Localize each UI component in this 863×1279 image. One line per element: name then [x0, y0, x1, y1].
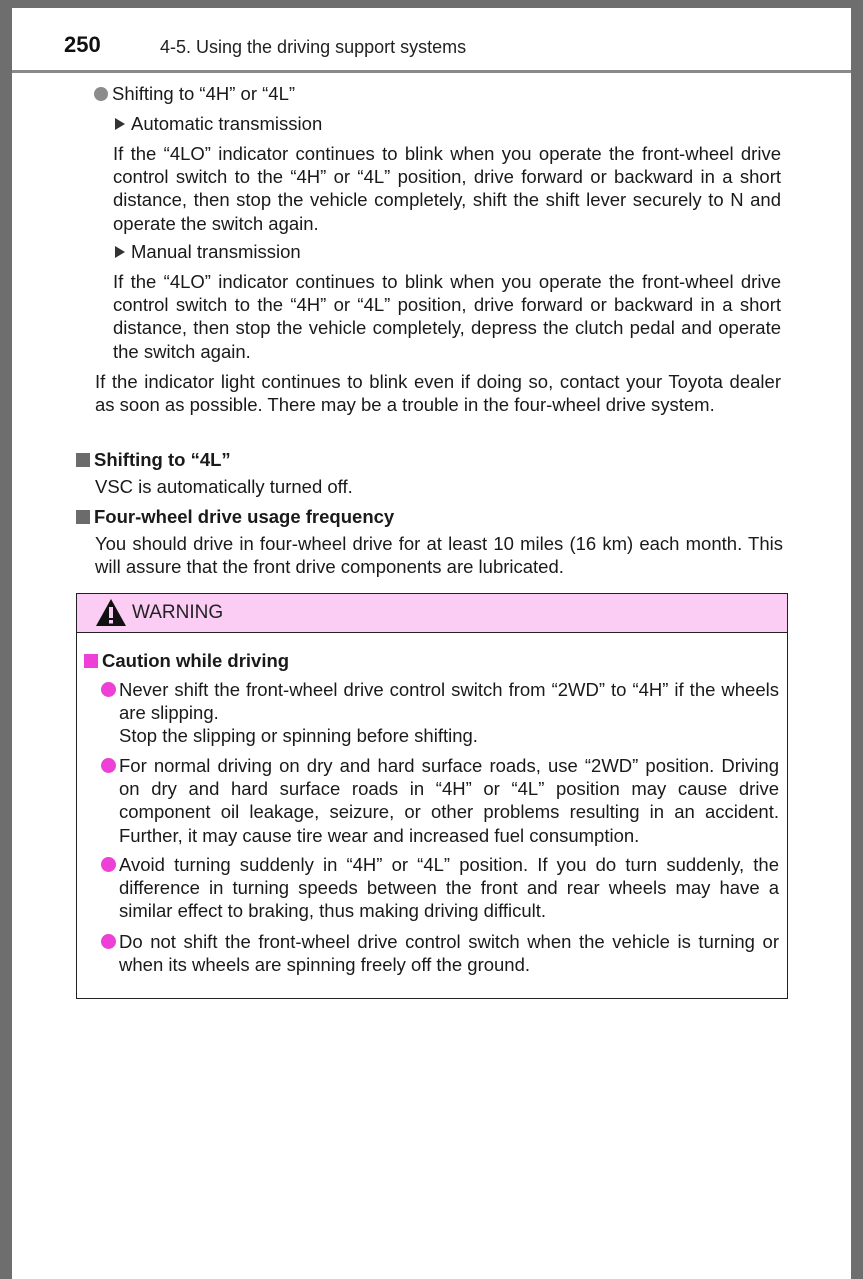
square-bullet-icon: [76, 453, 90, 467]
pink-bullet-icon: [101, 758, 116, 773]
warning-bullet-4: Do not shift the front-wheel drive control switch when the vehicle is turning or when its wheels are spinning freely off the ground.: [119, 930, 779, 976]
subsection-heading-4h-4l: Shifting to “4H” or “4L”: [94, 82, 295, 105]
vsc-off-text: VSC is automatically turned off.: [95, 476, 353, 497]
page-number: 250: [64, 32, 101, 57]
manual-page: [12, 8, 851, 1279]
caution-heading: Caution while driving: [84, 649, 289, 672]
warning-bullet-2: For normal driving on dry and hard surface roads, use “2WD” position. Driving on dry and hard surface roads in “4H” or “4L” position may cause drive component oil leakage, seizure, or other problems resulting in an accident. Further, it may cause tire wear and increased fuel consumption.: [119, 754, 779, 847]
triangle-right-icon: [115, 246, 125, 258]
page-header: [12, 8, 851, 73]
heading-usage-frequency: Four-wheel drive usage frequency: [76, 505, 394, 528]
pink-bullet-icon: [101, 682, 116, 697]
automatic-transmission-text: If the “4LO” indicator continues to blink when you operate the front-wheel drive control switch to the “4H” or “4L” position, drive forward or backward in a short distance, then stop the vehicle completely, shift the shift lever securely to N and operate the switch again.: [113, 143, 781, 234]
pink-square-bullet-icon: [84, 654, 98, 668]
triangle-right-icon: [115, 118, 125, 130]
pink-bullet-icon: [101, 934, 116, 949]
manual-transmission-text: If the “4LO” indicator continues to blink when you operate the front-wheel drive control switch to the “4H” or “4L” position, drive forward or backward in a short distance, then stop the vehicle completely, depress the clutch pedal and operate the switch again.: [113, 271, 781, 362]
warning-label: WARNING: [132, 602, 224, 623]
square-bullet-icon: [76, 510, 90, 524]
heading-shifting-4l: Shifting to “4L”: [76, 448, 231, 471]
usage-frequency-text: You should drive in four-wheel drive for at least 10 miles (16 km) each month. This will assure that the front drive components are lubricated.: [95, 533, 783, 578]
warning-header: [77, 594, 787, 633]
warning-bullet-1: Never shift the front-wheel drive control switch from “2WD” to “4H” if the wheels are slipping. Stop the slipping or spinning before shifting.: [119, 678, 779, 748]
bullet-dot-icon: [94, 87, 108, 101]
warning-bullet-3: Avoid turning suddenly in “4H” or “4L” position. If you do turn suddenly, the difference in turning speeds between the front and rear wheels may have a similar effect to braking, thus making driving difficult.: [119, 853, 779, 923]
warning-triangle-icon: [95, 598, 127, 627]
indicator-followup-text: If the indicator light continues to blink even if doing so, contact your Toyota dealer as soon as possible. There may be a trouble in the four-wheel drive system.: [95, 371, 781, 416]
manual-transmission-label: Manual transmission: [115, 240, 301, 263]
warning-box: [76, 593, 788, 999]
automatic-transmission-label: Automatic transmission: [115, 112, 322, 135]
pink-bullet-icon: [101, 857, 116, 872]
section-title: 4-5. Using the driving support systems: [160, 37, 467, 57]
